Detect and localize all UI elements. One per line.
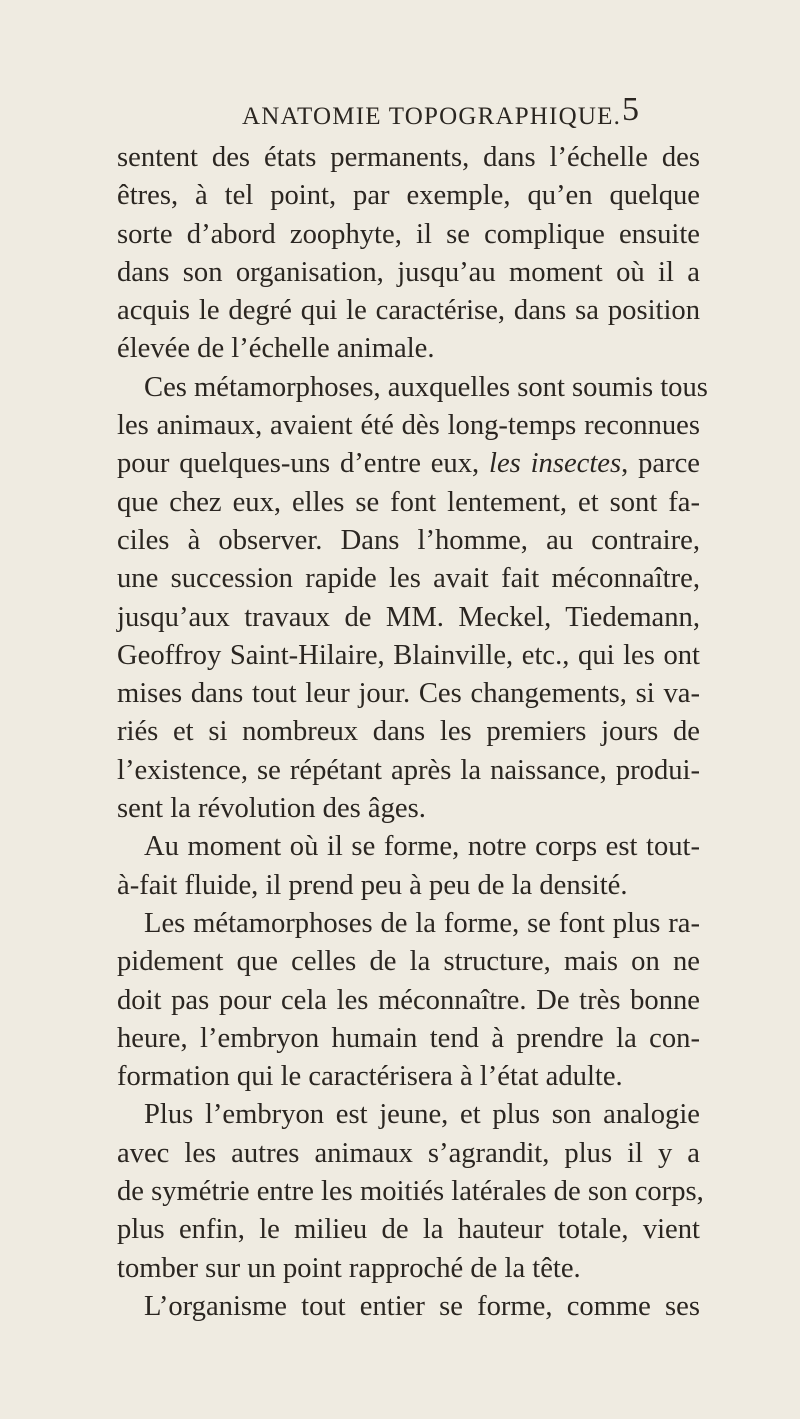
text-line: jusqu’aux travaux de MM. Meckel, Tiedemann, bbox=[117, 601, 700, 633]
text-line: riés et si nombreux dans les premiers jours de bbox=[117, 716, 700, 748]
text-line: sent la révolution des âges. bbox=[117, 793, 426, 825]
text-line: doit pas pour cela les méconnaître. De très bonne bbox=[117, 984, 700, 1016]
text-line: élevée de l’échelle animale. bbox=[117, 333, 435, 365]
running-head bbox=[242, 91, 639, 139]
text-line: dans son organisation, jusqu’au moment où il a bbox=[117, 256, 700, 288]
text-line: Ces métamorphoses, auxquelles sont soumis tous bbox=[144, 371, 708, 403]
text-line: les animaux, avaient été dès long-temps reconnues bbox=[117, 410, 700, 442]
text-line-with-italic bbox=[117, 445, 700, 483]
text-line: Au moment où il se forme, notre corps est tout- bbox=[144, 831, 700, 863]
text-line: Plus l’embryon est jeune, et plus son analogie bbox=[144, 1099, 700, 1131]
text-line: heure, l’embryon humain tend à prendre la con- bbox=[117, 1022, 700, 1054]
text-line: que chez eux, elles se font lentement, et sont fa- bbox=[117, 486, 700, 518]
text-line: formation qui le caractérisera à l’état adulte. bbox=[117, 1061, 623, 1093]
text-line: sentent des états permanents, dans l’échelle des bbox=[117, 142, 700, 173]
body-text bbox=[117, 139, 708, 1326]
text-line: l’existence, se répétant après la naissance, produi- bbox=[117, 754, 700, 786]
text-line: êtres, à tel point, par exemple, qu’en quelque bbox=[117, 180, 700, 212]
text-line: Geoffroy Saint-Hilaire, Blainville, etc., qui les ont bbox=[117, 639, 700, 671]
text-line: plus enfin, le milieu de la hauteur totale, vient bbox=[117, 1214, 700, 1246]
text-line: tomber sur un point rapproché de la tête. bbox=[117, 1252, 581, 1284]
italic-phrase: les insectes bbox=[489, 448, 622, 480]
page-number: 5 bbox=[622, 91, 639, 128]
text-line: sorte d’abord zoophyte, il se complique ensuite bbox=[117, 218, 700, 250]
text-line: acquis le degré qui le caractérise, dans sa position bbox=[117, 295, 700, 327]
text-line: de symétrie entre les moitiés latérales de son corps, bbox=[117, 1176, 704, 1208]
text-line: mises dans tout leur jour. Ces changements, si va- bbox=[117, 678, 700, 710]
text-line: pidement que celles de la structure, mais on ne bbox=[117, 946, 700, 978]
text-segment: , parce bbox=[621, 448, 700, 480]
running-title: ANATOMIE TOPOGRAPHIQUE. bbox=[242, 103, 622, 130]
text-line: avec les autres animaux s’agrandit, plus il y a bbox=[117, 1137, 700, 1169]
text-line: à-fait fluide, il prend peu à peu de la densité. bbox=[117, 869, 628, 901]
text-line: ciles à observer. Dans l’homme, au contraire, bbox=[117, 524, 700, 556]
text-line: Les métamorphoses de la forme, se font plus ra- bbox=[144, 907, 700, 939]
text-segment: pour quelques-uns d’entre eux, bbox=[117, 448, 480, 480]
text-line: une succession rapide les avait fait méconnaître, bbox=[117, 563, 700, 595]
text-line: L’organisme tout entier se forme, comme ses bbox=[144, 1290, 700, 1322]
